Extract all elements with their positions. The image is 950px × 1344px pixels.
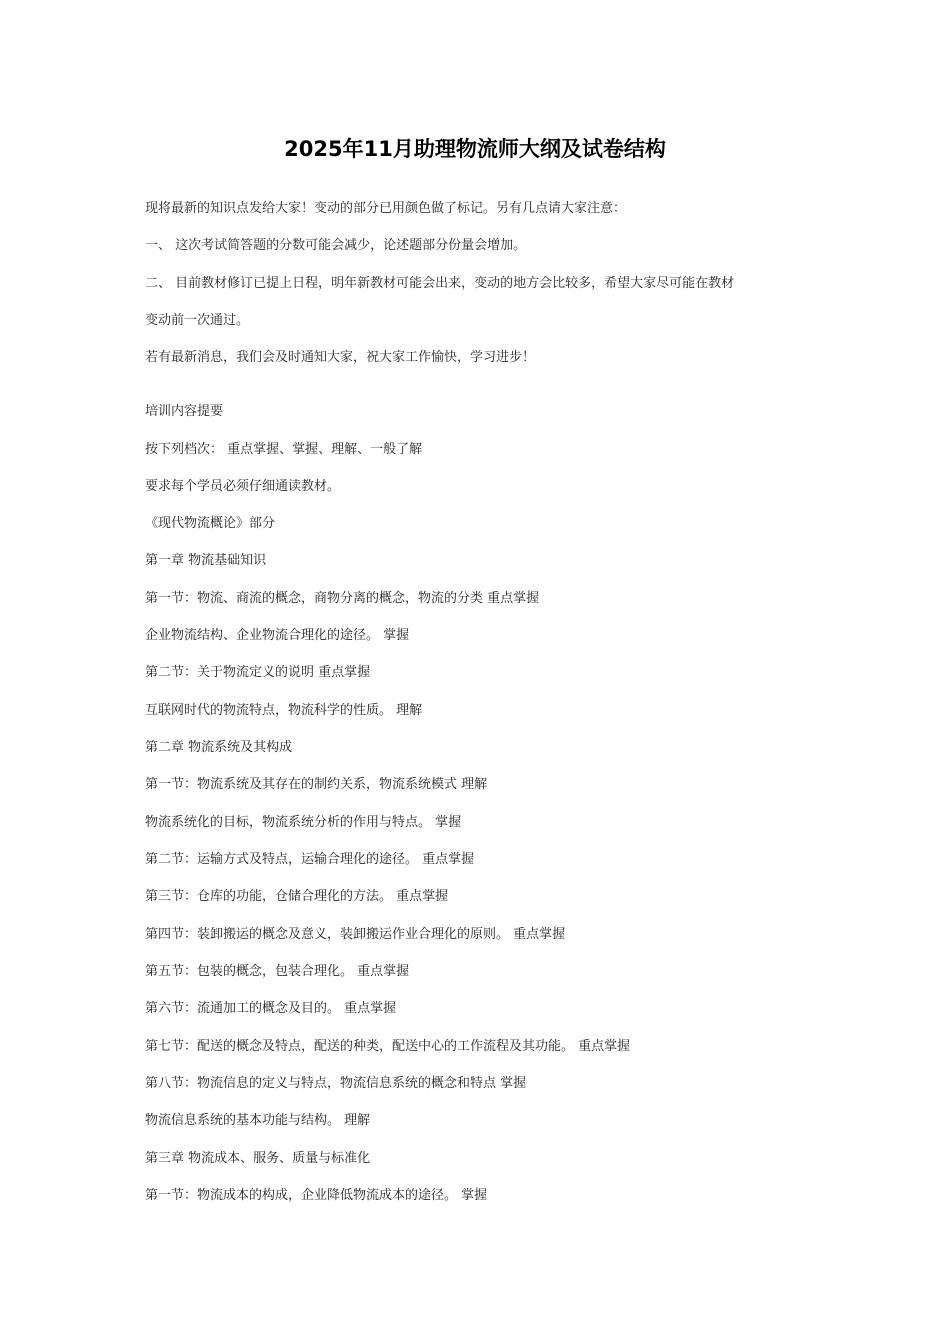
outline-line: 企业物流结构、企业物流合理化的途径。 掌握 <box>145 628 410 643</box>
outline-line: 第五节：包装的概念，包装合理化。 重点掌握 <box>145 964 410 979</box>
outline-line: 要求每个学员必须仔细通读教材。 <box>145 479 341 494</box>
outline-line: 第一节：物流、商流的概念，商物分离的概念，物流的分类 重点掌握 <box>145 591 540 606</box>
section-heading: 培训内容提要 <box>145 404 224 419</box>
outline-line: 第一节：物流系统及其存在的制约关系，物流系统模式 理解 <box>145 777 488 792</box>
outline-line: 第三节：仓库的功能，仓储合理化的方法。 重点掌握 <box>145 889 449 904</box>
document-title: 2025年11月助理物流师大纲及试卷结构 <box>284 137 666 161</box>
outline-line: 第六节：流通加工的概念及目的。 重点掌握 <box>145 1001 397 1016</box>
outline-line: 第四节：装卸搬运的概念及意义，装卸搬运作业合理化的原则。 重点掌握 <box>145 927 566 942</box>
part-heading: 《现代物流概论》部分 <box>145 516 276 531</box>
outline-line: 第二节：关于物流定义的说明 重点掌握 <box>145 665 371 680</box>
outline-line: 第二节：运输方式及特点，运输合理化的途径。 重点掌握 <box>145 852 475 867</box>
outline-line: 互联网时代的物流特点，物流科学的性质。 理解 <box>145 703 423 718</box>
outline-line: 按下列档次： 重点掌握、掌握、理解、一般了解 <box>145 442 423 457</box>
intro-paragraph: 一、 这次考试简答题的分数可能会减少，论述题部分份量会增加。 <box>145 238 527 253</box>
outline-line: 第七节：配送的概念及特点，配送的种类，配送中心的工作流程及其功能。 重点掌握 <box>145 1039 631 1054</box>
outline-line: 第八节：物流信息的定义与特点，物流信息系统的概念和特点 掌握 <box>145 1076 527 1091</box>
chapter-heading: 第三章 物流成本、服务、质量与标准化 <box>145 1151 371 1166</box>
intro-paragraph: 变动前一次通过。 <box>145 313 250 328</box>
intro-paragraph: 现将最新的知识点发给大家！变动的部分已用颜色做了标记。另有几点请大家注意： <box>145 201 627 216</box>
outline-line: 第一节：物流成本的构成，企业降低物流成本的途径。 掌握 <box>145 1188 488 1203</box>
intro-paragraph: 二、 目前教材修订已提上日程，明年新教材可能会出来，变动的地方会比较多，希望大家尽可能在教材 <box>145 276 735 291</box>
outline-line: 物流系统化的目标，物流系统分析的作用与特点。 掌握 <box>145 815 462 830</box>
outline-line: 物流信息系统的基本功能与结构。 理解 <box>145 1113 371 1128</box>
chapter-heading: 第一章 物流基础知识 <box>145 553 267 568</box>
chapter-heading: 第二章 物流系统及其构成 <box>145 740 293 755</box>
intro-paragraph: 若有最新消息，我们会及时通知大家，祝大家工作愉快，学习进步！ <box>145 350 536 365</box>
